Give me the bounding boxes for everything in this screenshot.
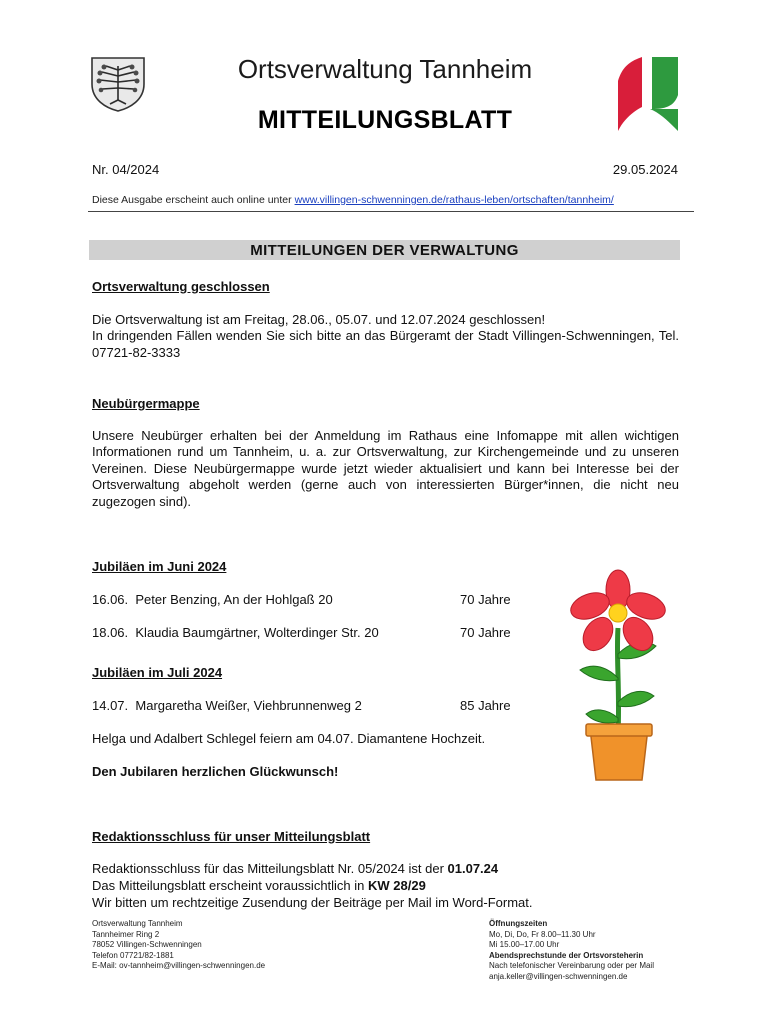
footer-address-line: 78052 Villingen-Schwenningen bbox=[92, 940, 202, 950]
section-heading: MITTEILUNGEN DER VERWALTUNG bbox=[89, 240, 680, 260]
welcome-text: Unsere Neubürger erhalten bei der Anmeldung im Rathaus eine Infomappe mit allen wichtigen Informationen rund um Tannheim, u. a. zur Ortsverwaltung, zur Kirchengemeinde und zu unseren Vereinen. Diese Neubürgermappe wurde jetzt wieder aktualisiert und kann bei Interesse bei der Ortsverwaltung abgeholt werden (gerne auch von interessierten Bürger*innen, die nicht neu zugezogen sind). bbox=[92, 428, 679, 509]
issue-date: 29.05.2024 bbox=[612, 162, 678, 177]
jubilee-date: 16.06. bbox=[92, 592, 129, 607]
online-link[interactable]: www.villingen-schwenningen.de/rathaus-leben/ortschaften/tannheim/ bbox=[294, 194, 614, 206]
hours-line: Mo, Di, Do, Fr 8.00–11.30 Uhr bbox=[489, 929, 596, 939]
congrats-text: Den Jubilaren herzlichen Glückwunsch! bbox=[92, 764, 339, 779]
deadline-date: 01.07.24 bbox=[447, 861, 499, 876]
jubilee-entry bbox=[92, 592, 333, 607]
welcome-heading: Neubürgermappe bbox=[92, 396, 200, 411]
online-notice-text: Diese Ausgabe erscheint auch online unter bbox=[92, 194, 295, 206]
deadline-line-3: Wir bitten um rechtzeitige Zusendung der Beiträge per Mail im Word-Format. bbox=[92, 894, 533, 910]
footer-email[interactable]: E-Mail: ov-tannheim@villingen-schwenningen.de bbox=[92, 961, 266, 971]
online-notice bbox=[92, 194, 614, 206]
deadline-line-2 bbox=[92, 878, 532, 895]
hours-title: Öffnungszeiten bbox=[489, 919, 548, 928]
evening-hours-title: Abendsprechstunde der Ortsvorsteherin bbox=[489, 950, 644, 960]
jubilee-entry bbox=[92, 698, 362, 713]
deadline-line-2-text: Das Mitteilungsblatt erscheint voraussichtlich in bbox=[92, 877, 369, 893]
document-title: MITTEILUNGSBLATT bbox=[257, 106, 513, 134]
closed-line-1: Die Ortsverwaltung ist am Freitag, 28.06., 05.07. und 12.07.2024 geschlossen! bbox=[92, 312, 546, 327]
jubilee-entry bbox=[92, 625, 379, 640]
footer-address-line: Telefon 07721/82-1881 bbox=[92, 950, 174, 960]
jubilee-age: 70 Jahre bbox=[460, 625, 511, 640]
closed-text bbox=[92, 312, 679, 361]
jubilee-name: Klaudia Baumgärtner, Wolterdinger Str. 20 bbox=[135, 625, 379, 640]
closed-heading: Ortsverwaltung geschlossen bbox=[92, 279, 270, 294]
jubilee-age: 85 Jahre bbox=[460, 698, 511, 713]
jubilee-date: 18.06. bbox=[92, 625, 129, 640]
jubilee-age: 70 Jahre bbox=[460, 592, 511, 607]
footer-hours bbox=[489, 919, 654, 983]
deadline-line-1-text: Redaktionsschluss für das Mitteilungsblatt Nr. 05/2024 ist der bbox=[92, 861, 448, 876]
footer-address bbox=[92, 919, 265, 972]
jubilee-name: Peter Benzing, An der Hohlgaß 20 bbox=[135, 592, 333, 607]
jubilees-june-heading: Jubiläen im Juni 2024 bbox=[92, 559, 227, 574]
jubilees-july-heading: Jubiläen im Juli 2024 bbox=[92, 665, 223, 680]
footer-address-line: Ortsverwaltung Tannheim bbox=[92, 919, 183, 928]
deadline-line-1 bbox=[92, 861, 532, 878]
header-divider bbox=[88, 211, 694, 212]
anniversary-text: Helga und Adalbert Schlegel feiern am 04.07. Diamantene Hochzeit. bbox=[92, 731, 486, 746]
hours-line: Mi 15.00–17.00 Uhr bbox=[489, 940, 560, 950]
evening-hours-line: Nach telefonischer Vereinbarung oder per Mail bbox=[489, 961, 654, 971]
footer-address-line: Tannheimer Ring 2 bbox=[92, 929, 160, 939]
deadline-week: KW 28/29 bbox=[368, 877, 426, 893]
jubilee-name: Margaretha Weißer, Viehbrunnenweg 2 bbox=[135, 698, 362, 713]
closed-line-2: In dringenden Fällen wenden Sie sich bitte an das Bürgeramt der Stadt Villingen-Schwenningen, Tel. 07721-82-3333 bbox=[92, 328, 679, 360]
org-title: Ortsverwaltung Tannheim bbox=[237, 54, 533, 84]
potted-flower-icon bbox=[560, 568, 676, 782]
deadline-text bbox=[92, 861, 532, 911]
evening-hours-email[interactable]: anja.keller@villingen-schwenningen.de bbox=[489, 971, 628, 981]
deadline-heading: Redaktionsschluss für unser Mitteilungsblatt bbox=[92, 829, 371, 844]
jubilee-date: 14.07. bbox=[92, 698, 129, 713]
issue-number: Nr. 04/2024 bbox=[92, 162, 160, 177]
